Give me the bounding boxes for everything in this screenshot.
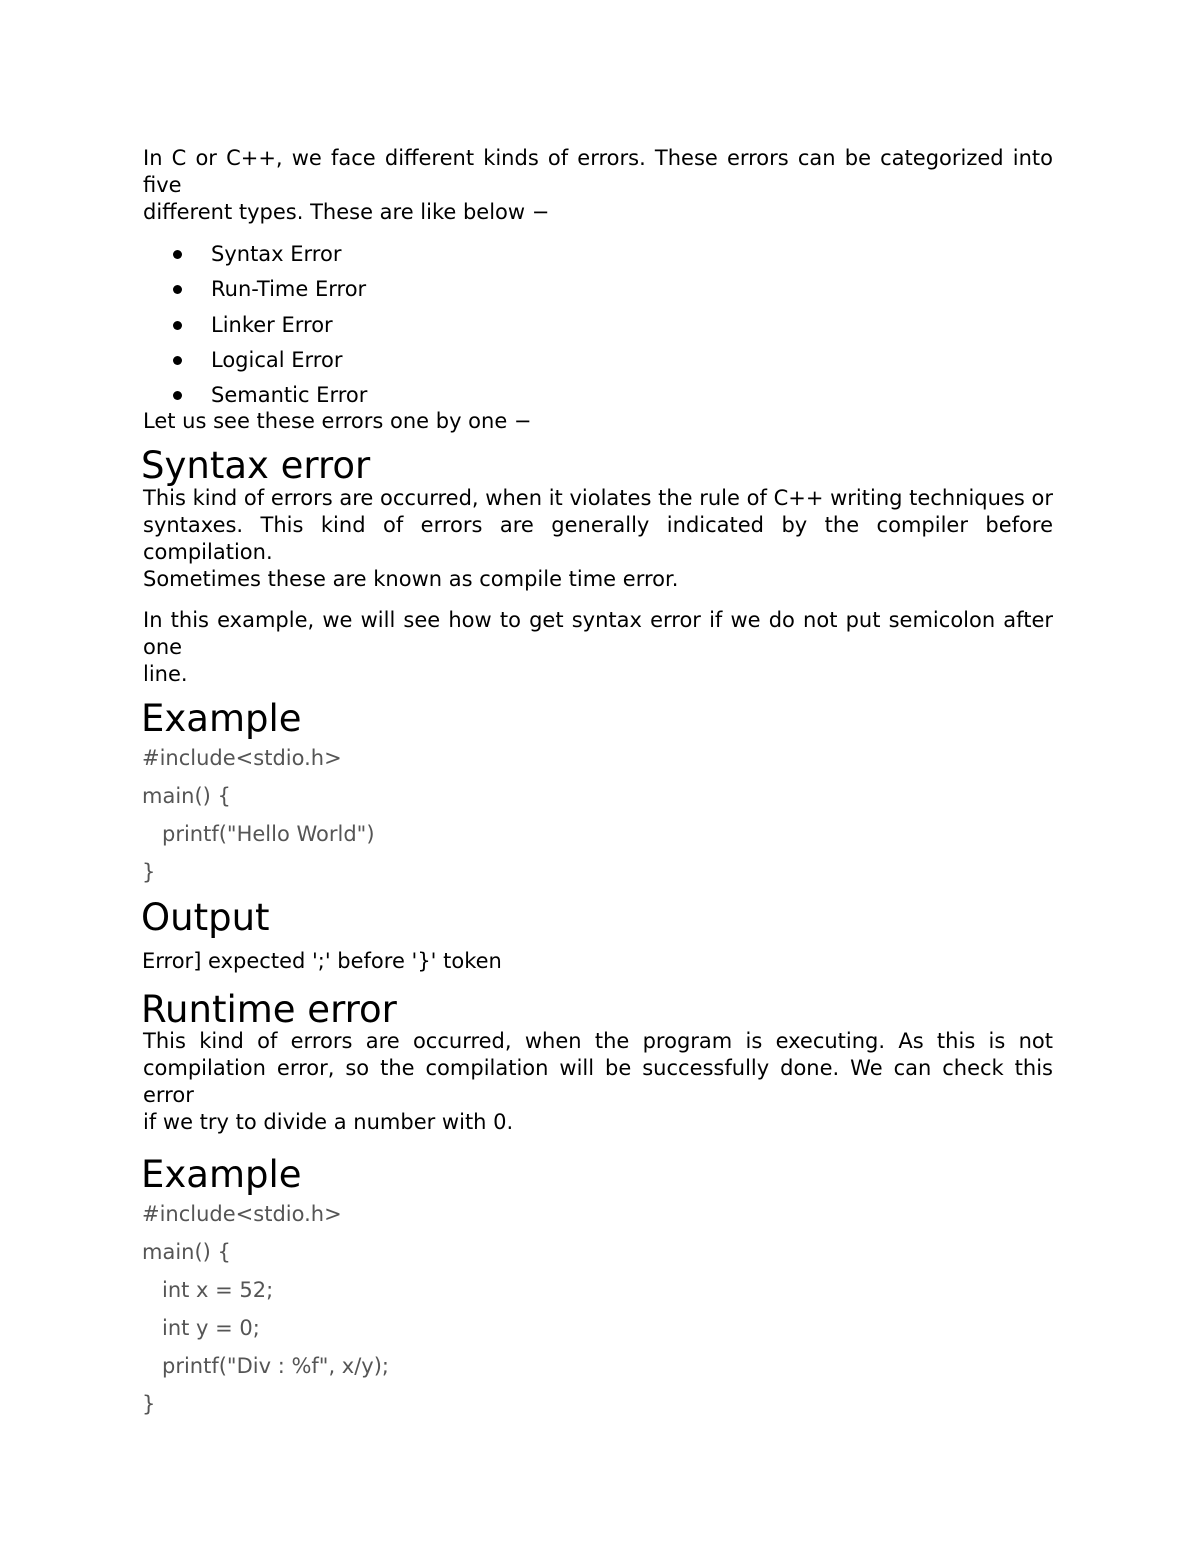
syntax-error-heading: Syntax error — [141, 444, 371, 488]
bullet-icon — [173, 285, 182, 294]
list-item: Linker Error — [143, 308, 1053, 343]
error-types-list — [143, 237, 1053, 413]
bullet-icon — [173, 321, 182, 330]
intro-line-1: In C or C++, we face different kinds of errors. These errors can be categorized into five — [143, 146, 1053, 197]
bullet-icon — [173, 356, 182, 365]
code-line: printf("Hello World") — [162, 822, 375, 847]
code-line: printf("Div : %f", x/y); — [162, 1354, 390, 1379]
list-item: Semantic Error — [143, 378, 1053, 413]
code-line: main() { — [142, 1240, 231, 1265]
list-item: Syntax Error — [143, 237, 1053, 272]
bullet-icon — [173, 391, 182, 400]
transition-text: Let us see these errors one by one − — [143, 409, 532, 434]
runtime-code-block — [142, 1195, 1053, 1423]
code-line: #include<stdio.h> — [142, 1202, 342, 1227]
output-heading: Output — [141, 896, 270, 940]
syntax-paragraph-2: In this example, we will see how to get syntax error if we do not put semicolon after one line. — [143, 608, 1053, 687]
syntax-code-block — [142, 739, 1053, 891]
code-line: int x = 52; — [162, 1278, 274, 1303]
code-line: } — [142, 860, 156, 885]
code-line: #include<stdio.h> — [142, 746, 342, 771]
intro-line-2: different types. These are like below − — [143, 200, 550, 224]
document-page — [143, 143, 1053, 1423]
bullet-icon — [173, 250, 182, 259]
code-line: main() { — [142, 784, 231, 809]
list-item: Logical Error — [143, 343, 1053, 378]
code-line: int y = 0; — [162, 1316, 260, 1341]
runtime-paragraph: This kind of errors are occurred, when the program is executing. As this is not compilation error, so the compilation will be successfully done. We can check this error if we try to divide a number with 0. — [143, 1029, 1053, 1135]
syntax-example-heading: Example — [141, 697, 302, 741]
code-line: } — [142, 1392, 156, 1417]
runtime-example-heading: Example — [141, 1153, 302, 1197]
syntax-paragraph-1: This kind of errors are occurred, when it violates the rule of C++ writing techniques or syntaxes. This kind of errors are generally indicated by the compiler before compilation. Sometimes these are known as compile time error. — [143, 486, 1053, 592]
output-text: Error] expected ';' before '}' token — [142, 949, 502, 974]
list-item: Run-Time Error — [143, 272, 1053, 307]
runtime-error-heading: Runtime error — [141, 988, 397, 1032]
intro-paragraph — [143, 145, 1053, 226]
